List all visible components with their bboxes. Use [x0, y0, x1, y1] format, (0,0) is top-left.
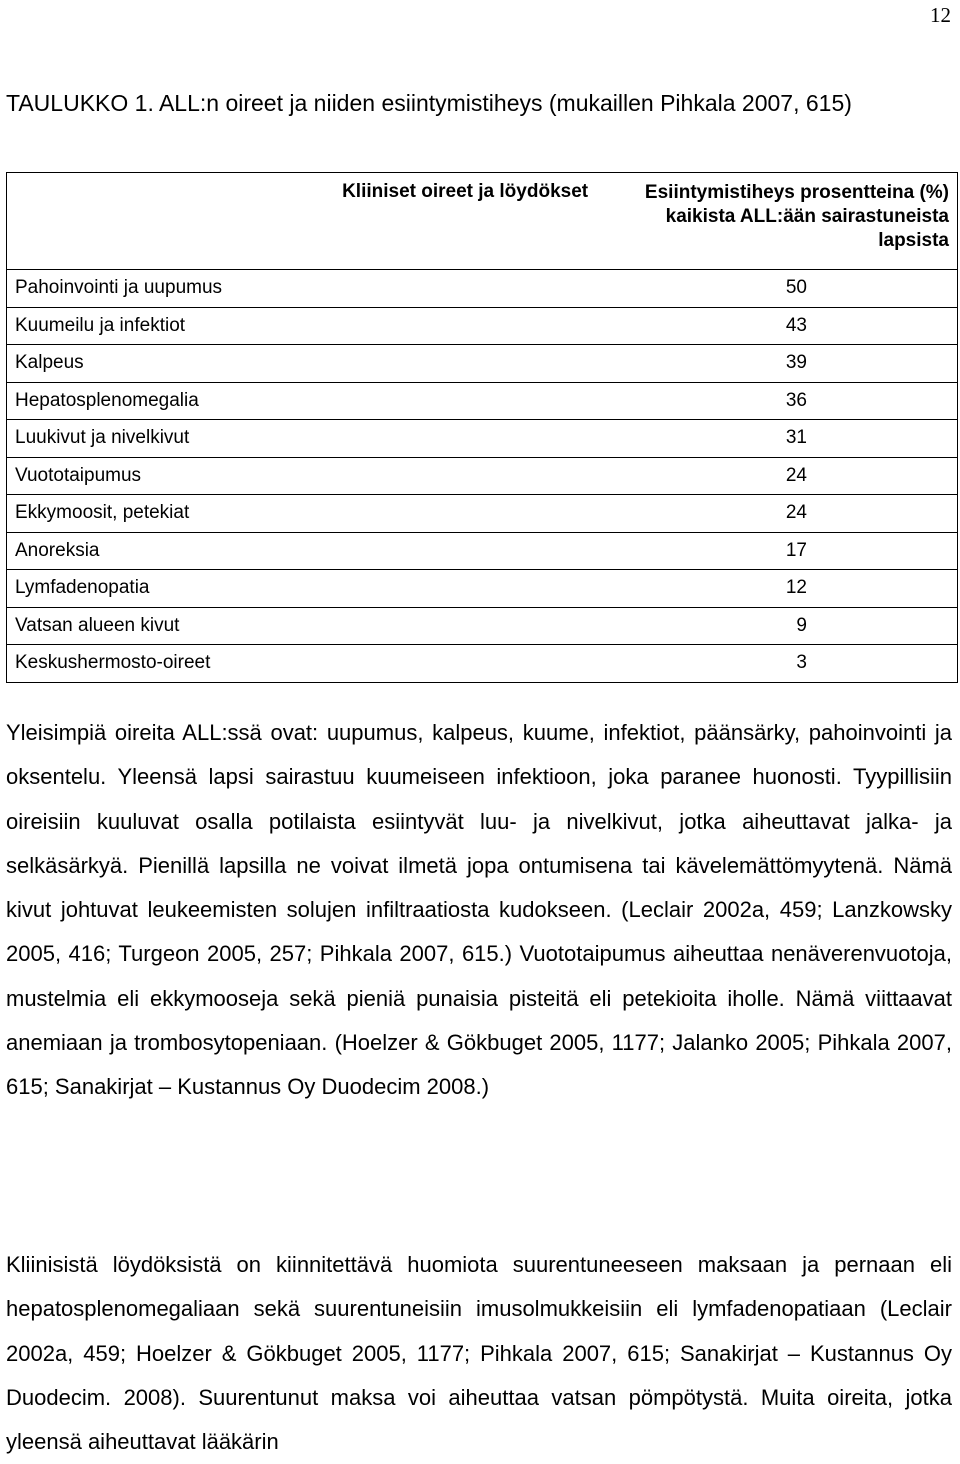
- symptom-name: Vuototaipumus: [7, 457, 597, 495]
- table-row: [7, 495, 958, 533]
- table-row: [7, 307, 958, 345]
- symptom-name: Ekkymoosit, petekiat: [7, 495, 597, 533]
- symptom-name: Anoreksia: [7, 532, 597, 570]
- table-row: [7, 607, 958, 645]
- symptom-frequency: 43: [596, 307, 957, 345]
- table-row: [7, 457, 958, 495]
- paragraph-symptoms: Yleisimpiä oireita ALL:ssä ovat: uupumus, kalpeus, kuume, infektiot, päänsärky, pahoinvointi ja oksentelu. Yleensä lapsi sairastuu kuumeiseen infektioon, joka paranee huonosti. Tyypillisiin oireisiin kuuluvat osalla potilaista esiintyvät luu- ja nivelkivut, jotka aiheuttavat jalka- ja selkäsärkyä. Pienillä lapsilla ne voivat ilmetä jopa ontumisena tai kävelemättömyytenä. Nämä kivut johtuvat leukeemisten solujen infiltraatiosta kudokseen. (Leclair 2002a, 459; Lanzkowsky 2005, 416; Turgeon 2005, 257; Pihkala 2007, 615.) Vuototaipumus aiheuttaa nenäverenvuotoja, mustelmia eli ekkymooseja sekä pieniä punaisia pisteitä eli petekioita iholle. Nämä viittaavat anemiaan ja trombosytopeniaan. (Hoelzer & Gökbuget 2005, 1177; Jalanko 2005; Pihkala 2007, 615; Sanakirjat – Kustannus Oy Duodecim 2008.): [6, 720, 952, 1100]
- symptom-name: Keskushermosto-oireet: [7, 645, 597, 683]
- symptom-frequency: 36: [596, 382, 957, 420]
- table-header-row: [7, 173, 958, 270]
- table-row: [7, 532, 958, 570]
- symptom-frequency: 3: [596, 645, 957, 683]
- header-frequency: Esiintymistiheys prosentteina (%) kaikista ALL:ään sairastuneista lapsista: [596, 173, 957, 270]
- symptom-name: Luukivut ja nivelkivut: [7, 420, 597, 458]
- symptom-frequency: 24: [596, 457, 957, 495]
- header-symptoms: Kliiniset oireet ja löydökset: [7, 173, 597, 270]
- table-row: [7, 345, 958, 383]
- symptom-frequency: 9: [596, 607, 957, 645]
- symptom-name: Hepatosplenomegalia: [7, 382, 597, 420]
- symptom-frequency: 12: [596, 570, 957, 608]
- symptom-frequency: 24: [596, 495, 957, 533]
- symptom-name: Vatsan alueen kivut: [7, 607, 597, 645]
- table-caption: TAULUKKO 1. ALL:n oireet ja niiden esiintymistiheys (mukaillen Pihkala 2007, 615): [6, 90, 852, 116]
- symptom-name: Lymfadenopatia: [7, 570, 597, 608]
- table-row: [7, 382, 958, 420]
- symptom-frequency: 31: [596, 420, 957, 458]
- page-number: 12: [930, 3, 951, 27]
- symptom-name: Kalpeus: [7, 345, 597, 383]
- symptom-name: Kuumeilu ja infektiot: [7, 307, 597, 345]
- paragraph-findings: Kliinisistä löydöksistä on kiinnitettävä huomiota suurentuneeseen maksaan ja pernaan eli hepatosplenomegaliaan sekä suurentuneisiin imusolmukkeisiin eli lymfadenopatiaan (Leclair 2002a, 459; Hoelzer & Gökbuget 2005, 1177; Pihkala 2007, 615; Sanakirjat – Kustannus Oy Duodecim. 2008). Suurentunut maksa voi aiheuttaa vatsan pömpötystä. Muita oireita, jotka yleensä aiheuttavat lääkärin: [6, 1252, 952, 1455]
- symptom-name: Pahoinvointi ja uupumus: [7, 270, 597, 308]
- symptom-frequency: 39: [596, 345, 957, 383]
- table-row: [7, 420, 958, 458]
- symptom-frequency: 17: [596, 532, 957, 570]
- table-row: [7, 645, 958, 683]
- symptom-frequency: 50: [596, 270, 957, 308]
- symptoms-table: [6, 172, 958, 683]
- table-row: [7, 270, 958, 308]
- table-row: [7, 570, 958, 608]
